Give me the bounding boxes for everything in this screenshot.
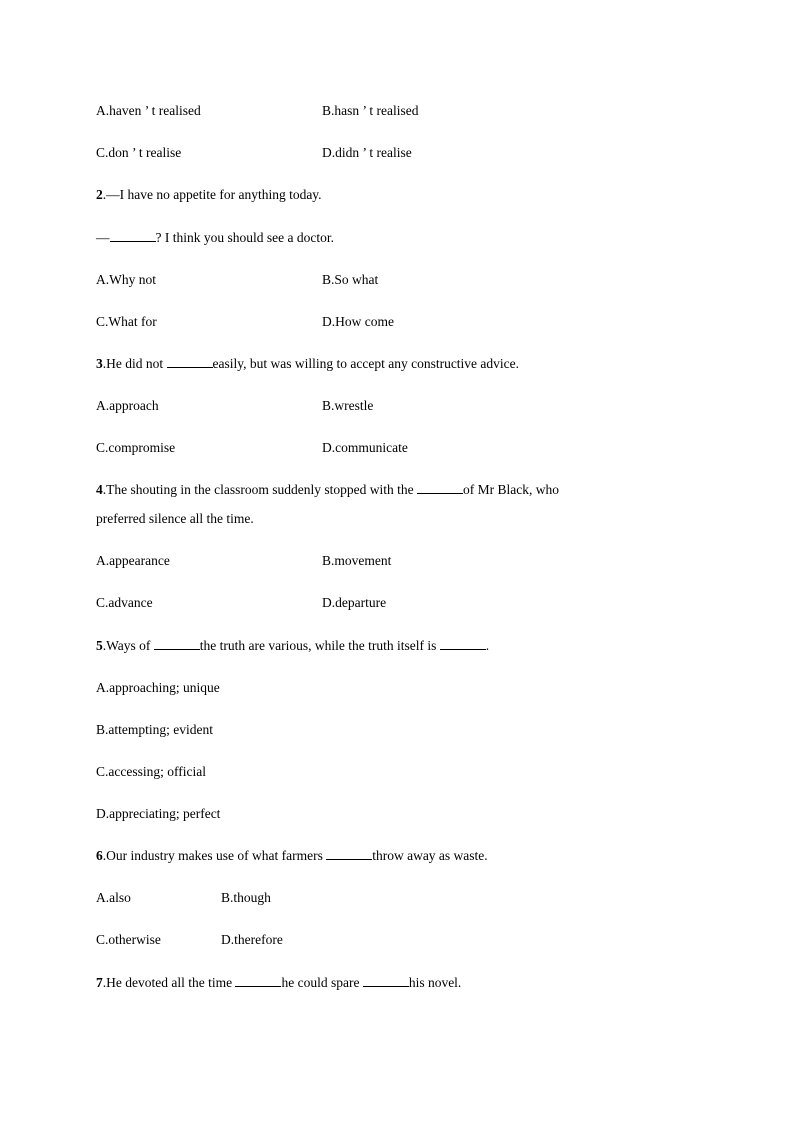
q3-blank: [167, 355, 213, 368]
q7-stem-c: his novel.: [408, 975, 462, 990]
q4-stem-b: of Mr Black, who: [462, 482, 559, 497]
q2-options-row-2: [96, 312, 394, 332]
q6-options-row-1: [96, 888, 271, 908]
q2-reply-lead: —: [96, 230, 110, 245]
q6-number: 6: [96, 848, 103, 863]
q6-blank: [326, 847, 372, 860]
q2-reply-rest: ? I think you should see a doctor.: [155, 230, 334, 245]
q5-blank-1: [154, 637, 200, 650]
q5-stem-a: .Ways of: [102, 638, 154, 653]
q6-stem-b: throw away as waste.: [372, 848, 488, 863]
q3-option-a: A.approach: [96, 398, 159, 413]
q4-options-row-2: [96, 593, 387, 613]
q4-stem-line-2: preferred silence all the time.: [96, 511, 254, 526]
q3-options-row-2: [96, 438, 408, 458]
q3-options-row-1: [96, 396, 374, 416]
q7-stem-a: .He devoted all the time: [102, 975, 236, 990]
q1-options-row-1: [96, 101, 419, 121]
q7-blank-2: [363, 974, 409, 987]
q5-option-b: B.attempting; evident: [96, 722, 213, 737]
q2-option-b: B.So what: [322, 272, 379, 287]
q4-stem-a: .The shouting in the classroom suddenly stopped with the: [102, 482, 417, 497]
q4-option-d: D.departure: [322, 595, 387, 610]
q7-stem: [96, 973, 461, 993]
q2-stem-text: .—I have no appetite for anything today.: [102, 187, 322, 202]
q4-blank: [417, 481, 463, 494]
q3-stem-b: easily, but was willing to accept any constructive advice.: [212, 356, 520, 371]
q2-option-d: D.How come: [322, 314, 394, 329]
q4-option-a: A.appearance: [96, 553, 170, 568]
q7-number: 7: [96, 975, 103, 990]
q3-option-b: B.wrestle: [322, 398, 374, 413]
q5-option-d: D.appreciating; perfect: [96, 806, 221, 821]
q2-option-a: A.Why not: [96, 272, 156, 287]
q5-blank-2: [440, 637, 486, 650]
q5-option-a: A.approaching; unique: [96, 680, 220, 695]
q1-option-d: D.didn ’ t realise: [322, 145, 412, 160]
q2-blank: [110, 229, 156, 242]
q2-stem: [96, 185, 322, 205]
q2-number: 2: [96, 187, 103, 202]
q7-stem-b: he could spare: [281, 975, 363, 990]
q5-option-c: C.accessing; official: [96, 764, 206, 779]
q4-option-b: B.movement: [322, 553, 392, 568]
q6-stem: [96, 846, 488, 866]
q3-option-d: D.communicate: [322, 440, 408, 455]
q5-stem-c: .: [485, 638, 490, 653]
q6-option-c: C.otherwise: [96, 932, 161, 947]
q6-option-b: B.though: [221, 890, 271, 905]
q3-number: 3: [96, 356, 103, 371]
q3-option-c: C.compromise: [96, 440, 176, 455]
q7-blank-1: [235, 974, 281, 987]
q1-option-c: C.don ’ t realise: [96, 145, 182, 160]
q4-options-row-1: [96, 551, 392, 571]
q3-stem-a: .He did not: [102, 356, 167, 371]
q6-options-row-2: [96, 930, 283, 950]
q4-number: 4: [96, 482, 103, 497]
q1-options-row-2: [96, 143, 412, 163]
q2-options-row-1: [96, 270, 379, 290]
q2-option-c: C.What for: [96, 314, 157, 329]
q6-option-a: A.also: [96, 890, 131, 905]
q5-number: 5: [96, 638, 103, 653]
q5-stem: [96, 636, 489, 656]
q2-reply: [96, 228, 334, 248]
q1-option-a: A.haven ’ t realised: [96, 103, 201, 118]
q6-stem-a: .Our industry makes use of what farmers: [102, 848, 327, 863]
q6-option-d: D.therefore: [221, 932, 283, 947]
q4-option-c: C.advance: [96, 595, 153, 610]
q5-stem-b: the truth are various, while the truth itself is: [199, 638, 440, 653]
q4-stem: [96, 480, 559, 500]
q1-option-b: B.hasn ’ t realised: [322, 103, 419, 118]
q3-stem: [96, 354, 519, 374]
